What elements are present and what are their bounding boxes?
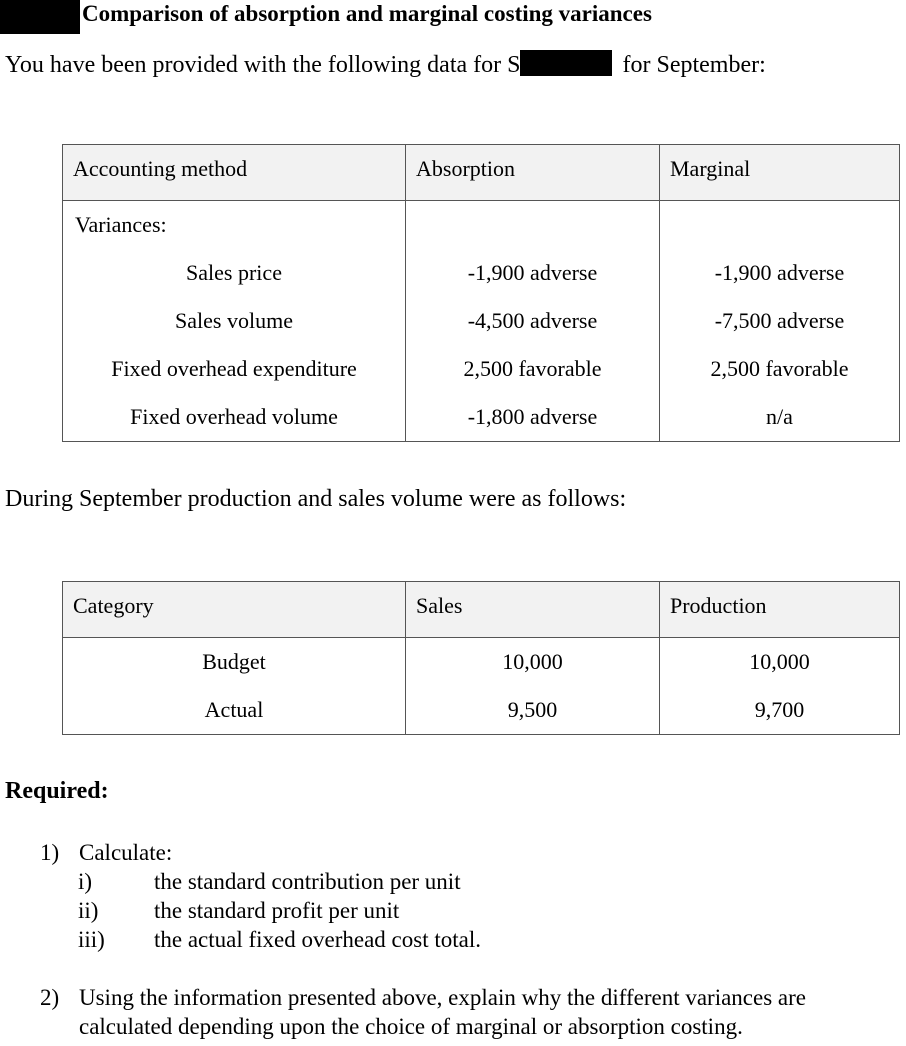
volume-intro-paragraph: During September production and sales volume were as follows: [5, 486, 627, 512]
sales-value: 10,000 [502, 649, 563, 674]
required-heading: Required: [5, 778, 109, 804]
column-header: Sales [406, 582, 660, 638]
table-header-row [63, 145, 900, 201]
label-column [63, 201, 406, 442]
column-header: Marginal [660, 145, 900, 201]
variance-table [62, 144, 900, 442]
absorption-value: -1,800 adverse [467, 404, 598, 429]
sub-item-number: iii) [78, 927, 105, 952]
question-text: Using the information presented above, explain why the different variances are [79, 985, 807, 1010]
production-value: 10,000 [749, 649, 810, 674]
marginal-value: 2,500 favorable [710, 356, 849, 381]
question-text: Calculate: [79, 840, 173, 865]
production-value: 9,700 [754, 697, 805, 722]
column-header: Absorption [406, 145, 660, 201]
production-column [660, 638, 900, 735]
sub-item-text: the standard contribution per unit [154, 869, 461, 894]
table-header-row [63, 582, 900, 638]
question-number: 2) [40, 985, 60, 1010]
table-body-row [63, 638, 900, 735]
question-text: calculated depending upon the choice of marginal or absorption costing. [79, 1014, 743, 1039]
absorption-value: 2,500 favorable [463, 356, 602, 381]
redaction-block [520, 50, 612, 76]
redaction-block [0, 0, 80, 34]
row-label: Fixed overhead volume [130, 404, 338, 429]
sub-item-number: i) [78, 869, 93, 894]
marginal-column [660, 201, 900, 442]
marginal-value: n/a [766, 404, 793, 429]
sales-column [406, 638, 660, 735]
absorption-value: -4,500 adverse [467, 308, 598, 333]
absorption-value: -1,900 adverse [467, 260, 598, 285]
volume-table [62, 581, 900, 735]
intro-text-after: for September: [622, 52, 766, 78]
sub-item-text: the standard profit per unit [154, 898, 400, 923]
intro-text-before: You have been provided with the following data for S [5, 52, 521, 78]
category-column [63, 638, 406, 735]
sub-item-number: ii) [78, 898, 99, 923]
sales-value: 9,500 [507, 697, 558, 722]
row-label: Budget [202, 649, 266, 674]
row-label: Sales volume [175, 308, 293, 333]
question-number: 1) [40, 840, 60, 865]
sub-item-text: the actual fixed overhead cost total. [154, 927, 481, 952]
marginal-value: -1,900 adverse [714, 260, 845, 285]
column-header: Production [660, 582, 900, 638]
page-title: Comparison of absorption and marginal costing variances [82, 1, 652, 26]
row-label: Fixed overhead expenditure [111, 356, 357, 381]
column-header: Category [63, 582, 406, 638]
intro-paragraph [5, 50, 766, 79]
row-label: Sales price [186, 260, 282, 285]
row-label: Actual [204, 697, 264, 722]
table-body-row [63, 201, 900, 442]
marginal-value: -7,500 adverse [714, 308, 845, 333]
column-header: Accounting method [63, 145, 406, 201]
absorption-column [406, 201, 660, 442]
section-label: Variances: [75, 212, 167, 237]
